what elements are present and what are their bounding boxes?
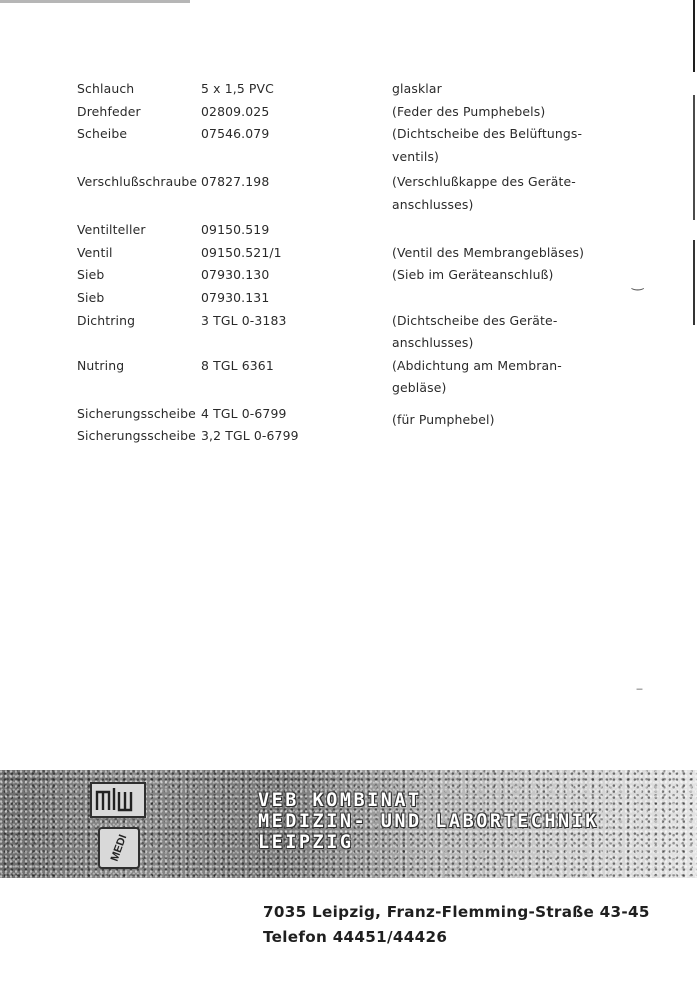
part-name: Sieb — [77, 267, 105, 283]
part-number: 09150.519 — [201, 222, 270, 238]
part-note: glasklar — [392, 81, 442, 96]
part-row — [77, 264, 617, 287]
scan-edge-right — [693, 0, 695, 72]
scan-edge-top — [0, 0, 190, 3]
part-row — [77, 355, 617, 403]
part-row — [77, 425, 617, 448]
part-row — [77, 403, 617, 426]
part-number: 07827.198 — [201, 174, 270, 190]
part-row — [77, 219, 617, 242]
part-name: Sieb — [77, 289, 105, 305]
scan-mark: ‒ — [636, 682, 643, 695]
scan-edge-right — [693, 95, 695, 220]
phone-number: Telefon 44451/44426 — [263, 928, 448, 946]
part-name: Scheibe — [77, 126, 128, 142]
part-name: Ventilteller — [77, 222, 146, 238]
scan-mark: ‿ — [632, 275, 644, 291]
part-number: 4 TGL 0-6799 — [201, 405, 287, 421]
company-line-3: LEIPZIG — [258, 832, 354, 853]
svg-text:MEDI: MEDI — [108, 833, 130, 863]
part-row — [77, 101, 617, 124]
part-note: (Feder des Pumphebels) — [392, 103, 546, 119]
part-name: Sicherungsscheibe — [77, 405, 196, 421]
part-row — [77, 310, 617, 355]
part-number: 8 TGL 6361 — [201, 357, 274, 373]
company-name — [258, 790, 599, 853]
part-number: 07930.130 — [201, 267, 270, 283]
part-number: 07546.079 — [201, 126, 270, 142]
part-note: (Verschlußkappe des Geräte- anschlusses) — [392, 174, 576, 212]
part-name: Ventil — [77, 244, 113, 260]
parts-list — [77, 78, 617, 448]
company-line-1: VEB KOMBINAT — [258, 790, 422, 811]
part-name: Verschlußschraube — [77, 174, 198, 190]
part-number: 3 TGL 0-3183 — [201, 312, 287, 328]
part-name: Sicherungsscheibe — [77, 428, 196, 444]
part-row — [77, 287, 617, 310]
mlw-logo — [90, 782, 146, 818]
scan-edge-right — [693, 240, 695, 325]
company-address — [263, 900, 650, 950]
part-row — [77, 78, 617, 101]
street-address: 7035 Leipzig, Franz-Flemming-Straße 43-45 — [263, 903, 650, 921]
part-note: (Abdichtung am Membran- gebläse) — [392, 357, 562, 396]
part-number: 09150.521/1 — [201, 244, 282, 260]
part-row — [77, 171, 617, 219]
company-line-2: MEDIZIN- UND LABORTECHNIK — [258, 811, 599, 832]
part-note: (Dichtscheibe des Geräte- anschlusses) — [392, 312, 558, 351]
medi-logo-icon — [100, 829, 138, 867]
part-name: Nutring — [77, 357, 125, 373]
company-banner — [0, 770, 697, 878]
part-number: 3,2 TGL 0-6799 — [201, 428, 299, 444]
part-note: (Sieb im Geräteanschluß) — [392, 267, 554, 283]
part-number: 02809.025 — [201, 103, 270, 119]
medi-logo — [98, 827, 140, 869]
part-name: Schlauch — [77, 81, 135, 96]
mlw-logo-icon — [92, 784, 144, 816]
part-name: Dichtring — [77, 312, 136, 328]
part-note: (Ventil des Membrangebläses) — [392, 244, 585, 260]
part-number: 5 x 1,5 PVC — [201, 81, 274, 96]
part-note: (für Pumphebel) — [392, 411, 495, 427]
part-row — [77, 123, 617, 171]
part-name: Drehfeder — [77, 103, 141, 119]
part-row — [77, 242, 617, 265]
part-note: (Dichtscheibe des Belüftungs- ventils) — [392, 126, 583, 164]
part-number: 07930.131 — [201, 289, 270, 305]
